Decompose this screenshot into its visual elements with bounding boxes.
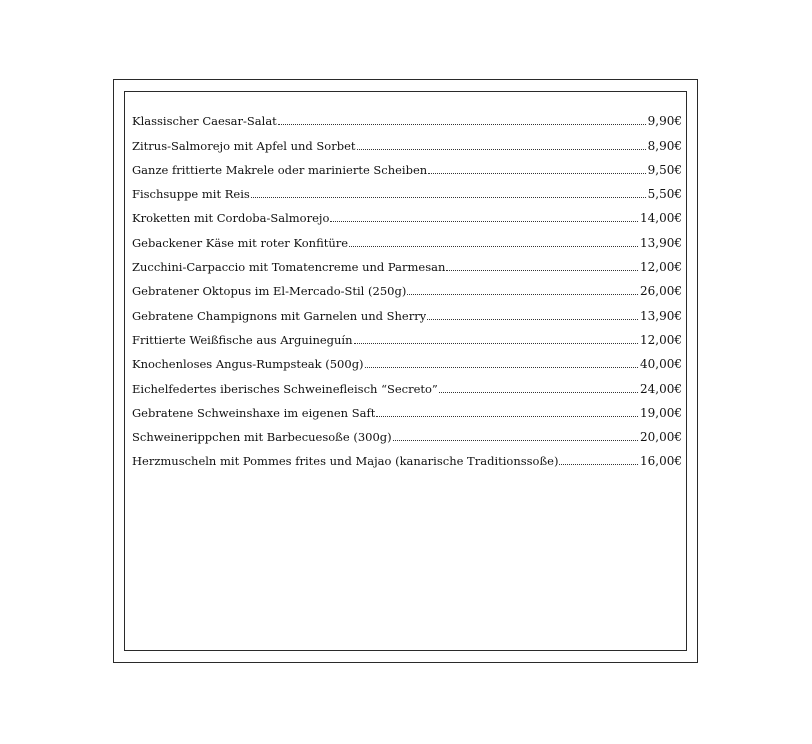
- menu-item: [132, 153, 682, 177]
- menu-item-name: Klassischer Caesar-Salat: [132, 114, 277, 129]
- menu-item-name: Gebackener Käse mit roter Konfitüre: [132, 235, 349, 250]
- menu-item: [132, 128, 682, 152]
- menu-item: [132, 444, 682, 468]
- menu-item-price: 8,90€: [647, 138, 682, 153]
- dot-leader: [376, 416, 638, 417]
- menu-item-price: 12,00€: [640, 332, 682, 347]
- menu-item-name: Knochenloses Angus-Rumpsteak (500g): [132, 357, 364, 372]
- dot-leader: [446, 270, 638, 271]
- menu-item-name: Frittierte Weißfische aus Arguineguín: [132, 332, 353, 347]
- menu-item-name: Gebratener Oktopus im El-Mercado-Stil (250g): [132, 284, 407, 299]
- menu-item: [132, 396, 682, 420]
- menu-item-price: 19,00€: [640, 405, 682, 420]
- dot-leader: [407, 294, 638, 295]
- menu-item-name: Zucchini-Carpaccio mit Tomatencreme und Parmesan: [132, 260, 446, 275]
- dot-leader: [349, 246, 638, 247]
- menu-item-name: Schweinerippchen mit Barbecuesoße (300g): [132, 430, 392, 445]
- menu-item: [132, 298, 682, 322]
- menu-item: [132, 274, 682, 298]
- menu-item-price: 9,50€: [647, 162, 682, 177]
- menu-list: [132, 104, 682, 468]
- dot-leader: [357, 149, 646, 150]
- dot-leader: [439, 392, 638, 393]
- menu-item-name: Gebratene Champignons mit Garnelen und Sherry: [132, 308, 427, 323]
- dot-leader: [278, 124, 646, 125]
- menu-item-name: Fischsuppe mit Reis: [132, 187, 250, 202]
- menu-item: [132, 371, 682, 395]
- menu-item-price: 13,90€: [640, 308, 682, 323]
- dot-leader: [251, 197, 646, 198]
- menu-item-price: 12,00€: [640, 260, 682, 275]
- menu-item: [132, 323, 682, 347]
- menu-item-price: 20,00€: [640, 430, 682, 445]
- menu-item-price: 40,00€: [640, 357, 682, 372]
- menu-item-name: Kroketten mit Cordoba-Salmorejo: [132, 211, 330, 226]
- menu-item-price: 26,00€: [640, 284, 682, 299]
- menu-item-price: 9,90€: [647, 114, 682, 129]
- dot-leader: [428, 173, 645, 174]
- menu-item: [132, 250, 682, 274]
- menu-item: [132, 225, 682, 249]
- dot-leader: [559, 464, 638, 465]
- menu-item-name: Eichelfedertes iberisches Schweinefleisch “Secreto”: [132, 381, 438, 396]
- menu-item: [132, 347, 682, 371]
- dot-leader: [427, 319, 638, 320]
- menu-item: [132, 201, 682, 225]
- menu-item: [132, 420, 682, 444]
- menu-item: [132, 104, 682, 128]
- menu-item: [132, 177, 682, 201]
- menu-item-price: 16,00€: [640, 454, 682, 469]
- dot-leader: [365, 367, 638, 368]
- menu-item-price: 5,50€: [647, 187, 682, 202]
- menu-item-name: Ganze frittierte Makrele oder marinierte Scheiben: [132, 162, 428, 177]
- menu-item-price: 13,90€: [640, 235, 682, 250]
- menu-item-name: Gebratene Schweinshaxe im eigenen Saft: [132, 405, 376, 420]
- menu-item-price: 14,00€: [640, 211, 682, 226]
- dot-leader: [330, 221, 638, 222]
- dot-leader: [354, 343, 638, 344]
- menu-item-price: 24,00€: [640, 381, 682, 396]
- menu-item-name: Herzmuscheln mit Pommes frites und Majao (kanarische Traditionssoße): [132, 454, 559, 469]
- dot-leader: [393, 440, 638, 441]
- menu-item-name: Zitrus-Salmorejo mit Apfel und Sorbet: [132, 138, 356, 153]
